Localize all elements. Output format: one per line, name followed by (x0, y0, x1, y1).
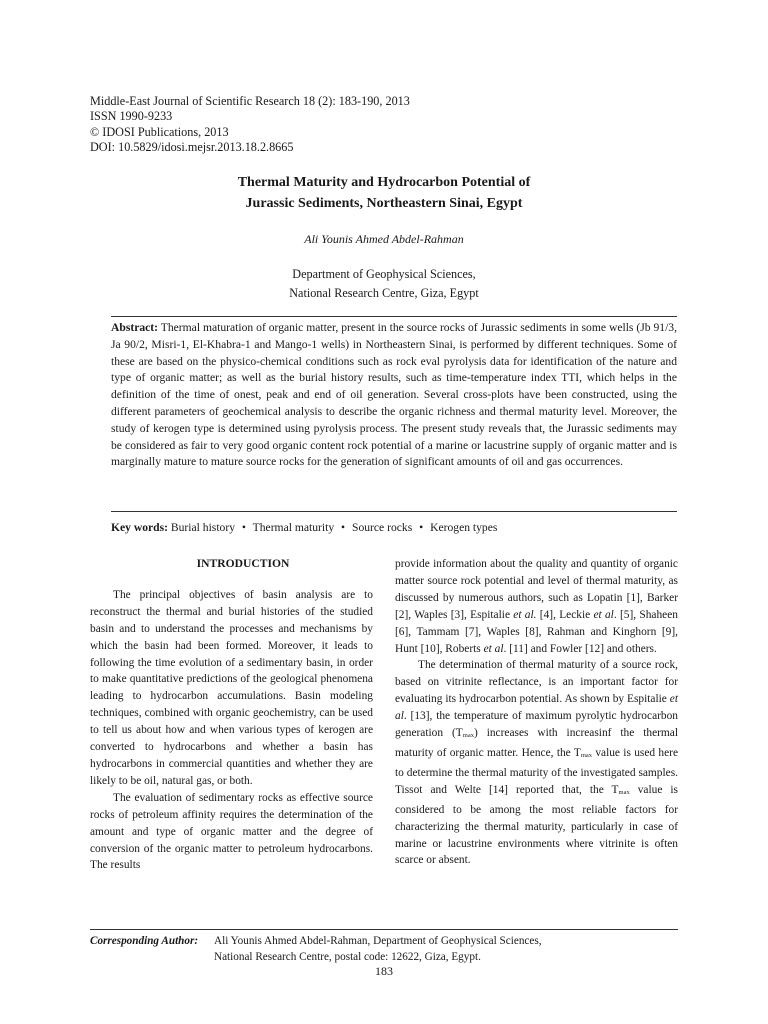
journal-doi: DOI: 10.5829/idosi.mejsr.2013.18.2.8665 (90, 140, 294, 155)
affiliation-line-1: Department of Geophysical Sciences, (292, 267, 476, 281)
keywords-label: Key words: (111, 521, 168, 534)
text-run: value is considered to be among the most reliable factors for characterizing the thermal maturity, particularly in case of marine or lacustrine environments where vitrinite is often scarce or absent. (395, 783, 678, 867)
keyword-item: Source rocks (352, 521, 413, 534)
tmax-subscript: max (462, 732, 474, 740)
keyword-separator: • (419, 521, 424, 534)
corresponding-author-label: Corresponding Author: (90, 935, 199, 947)
text-run: [4], Leckie (536, 608, 594, 621)
section-heading-introduction: INTRODUCTION (196, 557, 290, 570)
paper-title (0, 172, 768, 214)
corresponding-author-line-2: National Research Centre, postal code: 12622, Giza, Egypt. (214, 951, 481, 963)
text-run: . [5], Shaheen [6], Tammam [7], Waples [8], Rahman and Kinghorn [9], Hunt [10], Roberts (395, 608, 678, 655)
abstract-label: Abstract: (111, 321, 159, 334)
text-run: . [11] and Fowler [12] and others. (503, 642, 657, 655)
keyword-item: Thermal maturity (252, 521, 335, 534)
text-run: provide information about the quality and quantity of organic matter source rock potential and level of thermal maturity, as discussed by numerous authors, such as Lopatin [1], Barker [2], Waples [3], Espitalie (395, 558, 678, 621)
left-column (90, 556, 373, 874)
affiliation-line-2: National Research Centre, Giza, Egypt (289, 285, 479, 300)
intro-paragraph-4 (395, 657, 678, 869)
journal-citation: Middle-East Journal of Scientific Research 18 (2): 183-190, 2013 (90, 94, 410, 108)
corresponding-author-line-1: Ali Younis Ahmed Abdel-Rahman, Department of Geophysical Sciences, (214, 935, 542, 947)
abstract (111, 320, 677, 471)
journal-publisher: © IDOSI Publications, 2013 (90, 124, 229, 139)
et-al: et al (593, 608, 614, 621)
et-al: et al. (513, 608, 537, 621)
title-line-1: Thermal Maturity and Hydrocarbon Potential of (237, 175, 531, 190)
keyword-item: Burial history (170, 521, 235, 534)
text-run: . [13], the temperature of maximum pyrolytic hydrocarbon generation (T (395, 710, 678, 740)
abstract-text: Thermal maturation of organic matter, present in the source rocks of Jurassic sediments in some wells (Jb 91/3, Ja 90/2, Misri-1, El-Khabra-1 and Mango-1 wells) in Northeastern Sinai, is performed by different techniques. Some of these are based on the physico-chemical conditions such as rock eval pyrolysis data for identification of the nature and type of organic matter; as well as the burial history results, such as time-temperature index TTI, which helps in the definition of the time of onest, peak and end of oil generation. Several cross-plots have been constructed, using the different parameters of geochemical analysis to describe the organic richness and thermal maturity level. Moreover, the study of kerogen type is determined using pyrolysis process. The present study reveals that, the Jurassic sediments may be considered as fair to very good organic content rock potential of a marine or lacustrine supply of organic matter and is marginally mature to mature source rocks for the generation of significant amounts of oil and gas occurrences. (111, 321, 677, 469)
keyword-separator: • (341, 521, 346, 534)
title-line-2: Jurassic Sediments, Northeastern Sinai, Egypt (245, 196, 523, 211)
footnote-rule (90, 929, 678, 930)
tmax-subscript: max (618, 788, 630, 796)
intro-paragraph-1: The principal objectives of basin analysis are to reconstruct the thermal and burial histories of the studied basin and to understand the processes and mechanisms by which the basin had been formed. Moreover, it leads to following the time evolution of a sedimentary basin, in order to make quantitative predictions of the geological phenomena leading to hydrocarbon accumulations. Basin modeling techniques, combined with organic geochemistry, can be used to tell us about how and when various types of kerogen are converted to hydrocarbons and whether a basin has hydrocarbons in commercial quantities and whether they are likely to be oil, natural gas, or both. (90, 588, 373, 787)
tmax-subscript: max (580, 751, 593, 759)
intro-paragraph-3 (395, 556, 678, 657)
corresponding-author (90, 933, 542, 965)
text-run: ) increases with increasinf the thermal maturity of organic matter. Hence, the T (395, 727, 679, 759)
page-number: 183 (375, 964, 393, 978)
author-name: Ali Younis Ahmed Abdel-Rahman (304, 232, 464, 246)
text-run: value is used here to determine the thermal maturity of the investigated samples. Tissot and Welte [14] reported that, the T (395, 746, 678, 796)
journal-header (90, 94, 410, 156)
right-column (395, 556, 678, 869)
et-al: et al (395, 693, 678, 723)
keyword-separator: • (241, 521, 246, 534)
intro-paragraph-2: The evaluation of sedimentary rocks as effective source rocks of petroleum affinity requires the determination of the amount and type of organic matter and the degree of conversion of the organic matter to petroleum hydrocarbons. The results (90, 791, 373, 872)
abstract-bottom-rule (111, 511, 677, 512)
keyword-item: Kerogen types (430, 521, 498, 534)
text-run: The determination of thermal maturity of a source rock, based on vitrinite reflectance, is an important factor for evaluating its hydrocarbon potential. As shown by Espitalie (395, 659, 678, 706)
affiliation (0, 265, 768, 302)
journal-issn: ISSN 1990-9233 (90, 109, 173, 124)
et-al: et al (483, 642, 504, 655)
keywords (111, 521, 677, 534)
abstract-top-rule (111, 316, 677, 317)
